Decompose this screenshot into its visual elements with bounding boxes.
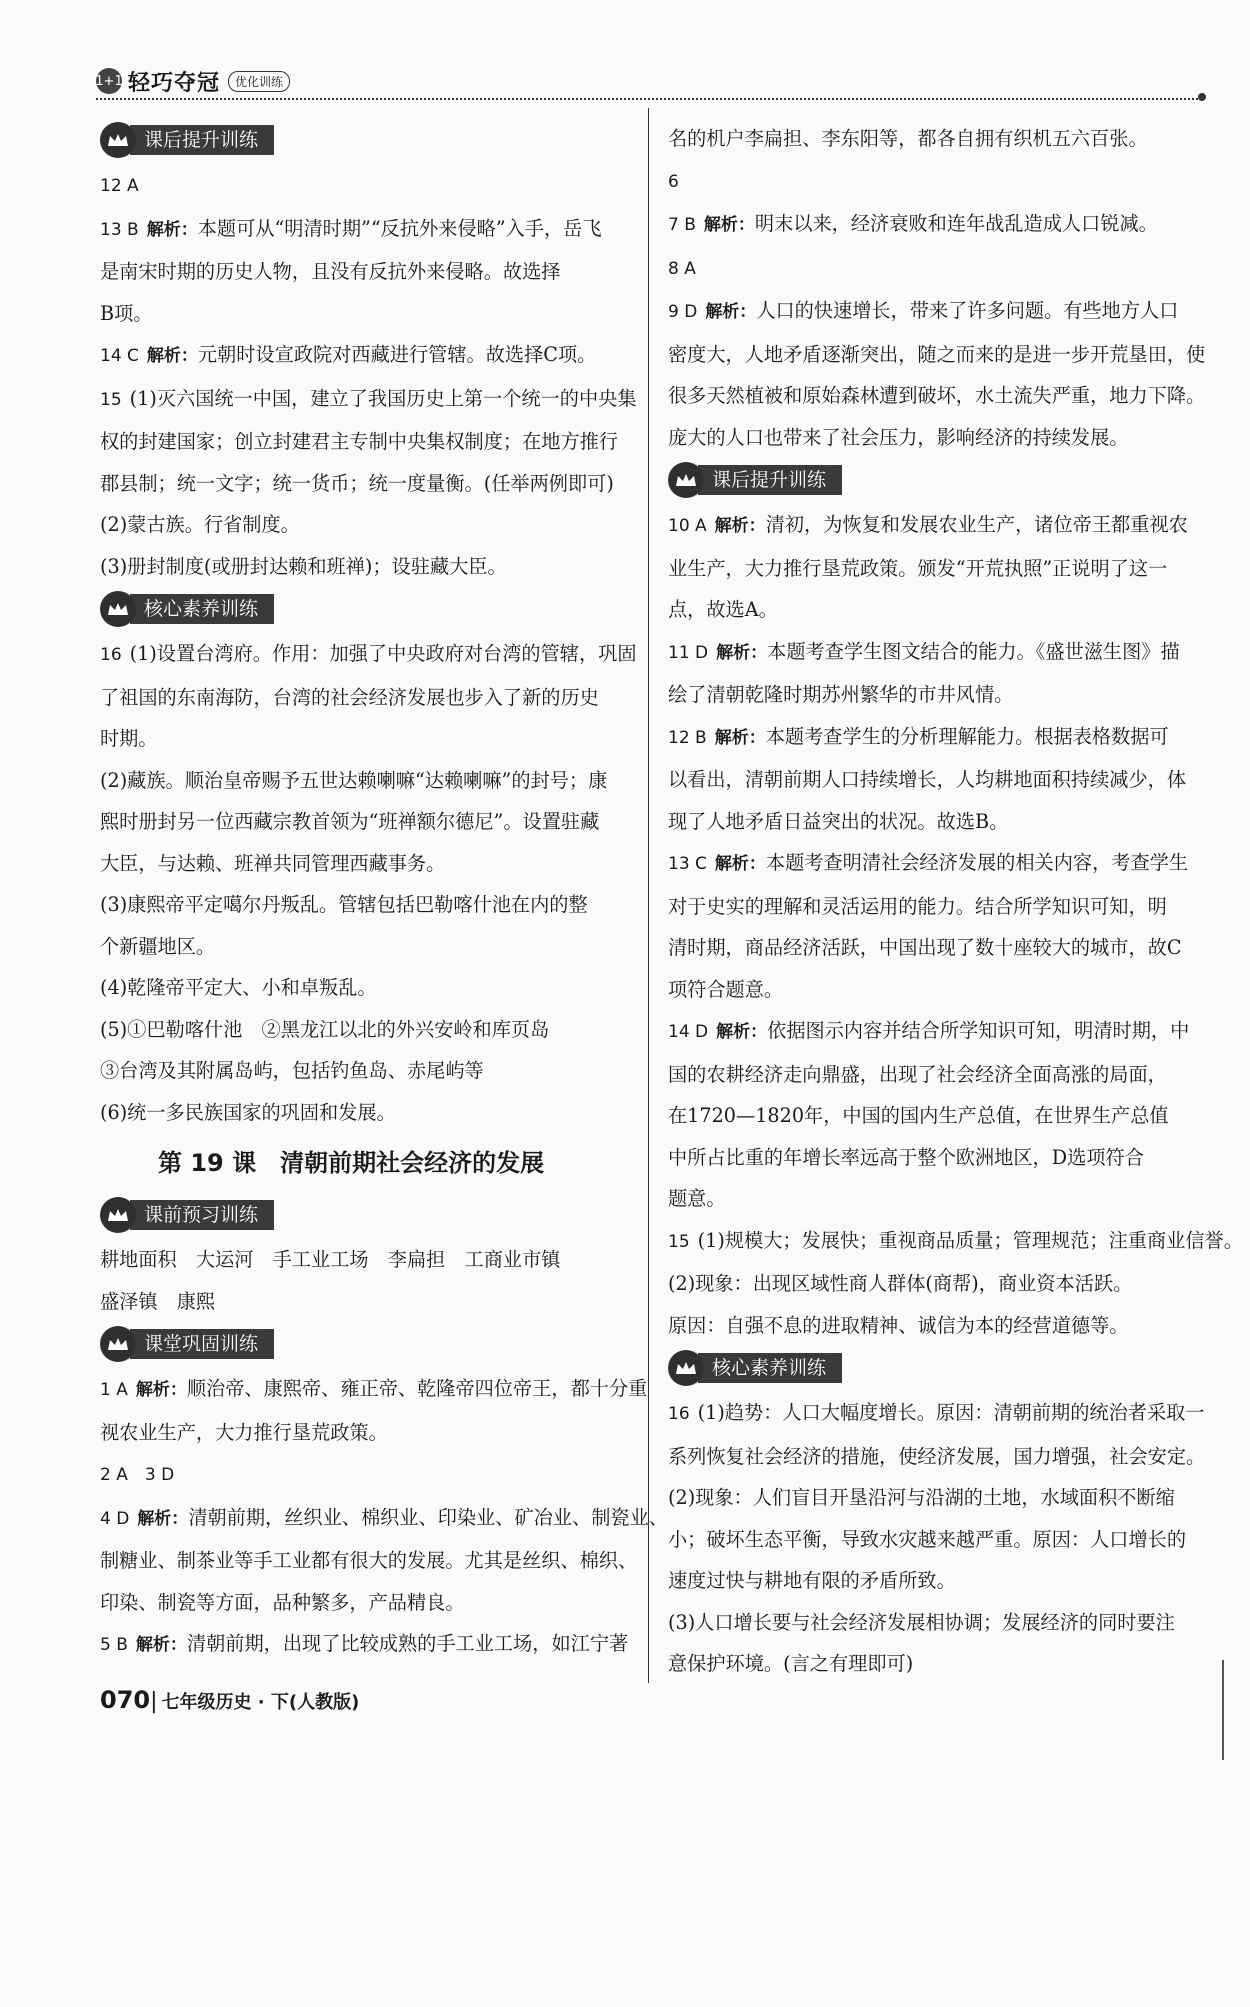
answer-16-cont: 大臣，与达赖、班禅共同管理西藏事务。	[100, 851, 446, 875]
analysis-label: 解析：	[716, 642, 768, 663]
keywords-line: 耕地面积 大运河 手工业工场 李扁担 工商业市镇	[100, 1248, 561, 1271]
answer-14-cont: 中所占比重的年增长率远高于整个欧洲地区，D选项符合	[668, 1145, 1144, 1169]
header-rule-dot	[1198, 93, 1206, 101]
answer-8: 8 A	[668, 258, 696, 279]
answer-13: 13 C 解析：本题考查明清社会经济发展的相关内容，考查学生	[668, 851, 1189, 874]
answer-13-cont: B项。	[100, 301, 153, 325]
answer-13-cont: 对于史实的理解和灵活运用的能力。结合所学知识可知，明	[668, 894, 1167, 918]
analysis-label: 解析：	[135, 1635, 187, 1655]
answer-2-3: 2 A 3 D	[100, 1465, 175, 1485]
answer-13-cont: 是南宋时期的历史人物，且没有反抗外来侵略。故选择	[100, 260, 561, 283]
answer-13-cont: 清时期，商品经济活跃，中国出现了数十座较大的城市，故C	[668, 936, 1182, 959]
left-column	[100, 118, 668, 1667]
answer-16-cont: (3)人口增长要与社会经济发展相协调；发展经济的同时要注	[668, 1610, 1175, 1634]
answer-16: 16 (1)设置台湾府。作用：加强了中央政府对台湾的管辖，巩固	[100, 642, 637, 665]
crown-icon	[668, 462, 704, 498]
answer-15-cont: (3)册封制度(或册封达赖和班禅)；设驻藏大臣。	[100, 554, 507, 578]
answer-15: 15 (1)灭六国统一中国，建立了我国历史上第一个统一的中央集	[100, 386, 637, 410]
answer-9: 9 D 解析：人口的快速增长，带来了许多问题。有些地方人口	[668, 299, 1179, 322]
analysis-label: 解析：	[716, 1022, 768, 1042]
answer-16-cont: 熙时册封另一位西藏宗教首领为“班禅额尔德尼”。设置驻藏	[100, 810, 600, 833]
section-badge-after-class	[100, 122, 630, 158]
answer-16-cont: 意保护环境。(言之有理即可)	[668, 1652, 914, 1675]
analysis-label: 解析：	[146, 219, 198, 240]
answer-15-cont: (2)现象：出现区域性商人群体(商帮)，商业资本活跃。	[668, 1272, 1133, 1295]
answer-14: 14 D 解析：依据图示内容并结合所学知识可知，明清时期，中	[668, 1019, 1190, 1042]
section-badge-after-class	[668, 462, 1204, 498]
section-badge-preview	[100, 1197, 630, 1233]
column-divider	[648, 108, 649, 1683]
answer-4-cont: 制糖业、制茶业等手工业都有很大的发展。尤其是丝织、棉织、	[100, 1549, 638, 1572]
header-rule	[96, 98, 1202, 100]
section-title: 课前预习训练	[130, 1200, 274, 1230]
lesson-title: 第 19 课 清朝前期社会经济的发展	[158, 1149, 545, 1177]
crown-icon	[100, 1326, 136, 1362]
section-badge-classroom	[100, 1326, 630, 1362]
brand-logo	[96, 64, 290, 98]
page-header	[96, 64, 1202, 104]
answer-16: 16 (1)趋势：人口大幅度增长。原因：清朝前期的统治者采取一	[668, 1401, 1205, 1424]
answer-14-cont: 题意。	[668, 1187, 726, 1210]
analysis-label: 解析：	[714, 516, 766, 536]
answer-10-cont: 业生产，大力推行垦荒政策。颁发“开荒执照”正说明了这一	[668, 556, 1168, 580]
answer-14-cont: 在1720—1820年，中国的国内生产总值，在世界生产总值	[668, 1104, 1169, 1127]
answer-16-cont: (4)乾隆帝平定大、小和卓叛乱。	[100, 976, 377, 999]
answer-4: 4 D 解析：清朝前期，丝织业、棉织业、印染业、矿冶业、制瓷业、	[100, 1505, 668, 1529]
answer-16-cont: (3)康熙帝平定噶尔丹叛乱。管辖包括巴勒喀什池在内的整	[100, 893, 588, 916]
answer-14: 14 C 解析：元朝时设宣政院对西藏进行管辖。故选择C项。	[100, 343, 597, 366]
answer-16-cont: 小；破坏生态平衡，导致水灾越来越严重。原因：人口增长的	[668, 1527, 1187, 1551]
answer-12: 12 B 解析：本题考查学生的分析理解能力。根据表格数据可	[668, 724, 1169, 748]
crown-icon	[100, 591, 136, 627]
analysis-label: 解析：	[137, 1508, 189, 1529]
answer-16-cont: 速度过快与耕地有限的矛盾所致。	[668, 1569, 956, 1592]
answer-7: 7 B 解析：明末以来，经济衰败和连年战乱造成人口锐减。	[668, 212, 1158, 235]
section-title: 课堂巩固训练	[130, 1329, 274, 1359]
analysis-label: 解析：	[714, 854, 766, 874]
brand-title: 轻巧夺冠	[128, 70, 221, 96]
answer-16-cont: (5)①巴勒喀什池 ②黑龙江以北的外兴安岭和库页岛	[100, 1017, 550, 1041]
brand-subtitle: 优化训练	[228, 71, 290, 92]
answer-16-cont: 个新疆地区。	[100, 934, 216, 958]
answer-12-cont: 现了人地矛盾日益突出的状况。故选B。	[668, 809, 1009, 833]
answer-10-cont: 点，故选A。	[668, 598, 778, 621]
answer-5-cont: 名的机户李扁担、李东阳等，都各自拥有织机五六百张。	[668, 127, 1148, 150]
answer-13-cont: 项符合题意。	[668, 977, 784, 1001]
answer-1: 1 A 解析：顺治帝、康熙帝、雍正帝、乾隆帝四位帝王，都十分重	[100, 1377, 648, 1400]
answer-16-cont: (6)统一多民族国家的巩固和发展。	[100, 1100, 396, 1124]
answer-9-cont: 密度大，人地矛盾逐渐突出，随之而来的是进一步开荒垦田，使	[668, 342, 1206, 366]
section-title: 课后提升训练	[698, 465, 842, 495]
answer-15-cont: 权的封建国家；创立封建君主专制中央集权制度；在地方推行	[100, 430, 619, 453]
answer-9-cont: 庞大的人口也带来了社会压力，影响经济的持续发展。	[668, 425, 1129, 449]
section-badge-core	[668, 1350, 1204, 1386]
answer-15-cont: (2)蒙古族。行省制度。	[100, 513, 300, 536]
answer-12-cont: 以看出，清朝前期人口持续增长，人均耕地面积持续减少，体	[668, 768, 1187, 791]
crown-icon	[100, 1197, 136, 1233]
page-number: 070	[100, 1686, 151, 1714]
right-column	[668, 118, 1243, 1685]
answer-13: 13 B 解析：本题可从“明清时期”“反抗外来侵略”入手，岳飞	[100, 216, 602, 240]
crown-icon	[668, 1350, 704, 1386]
answer-14-cont: 国的农耕经济走向鼎盛，出现了社会经济全面高涨的局面，	[668, 1062, 1167, 1086]
answer-15-cont: 原因：自强不息的进取精神、诚信为本的经营道德等。	[668, 1313, 1129, 1337]
book-title: 七年级历史 · 下(人教版)	[161, 1692, 360, 1713]
answer-16-cont: 系列恢复社会经济的措施，使经济发展，国力增强，社会安定。	[668, 1444, 1206, 1468]
analysis-label: 解析：	[714, 727, 766, 748]
answer-1-cont: 视农业生产，大力推行垦荒政策。	[100, 1420, 388, 1444]
logo-mark: 1+1	[96, 68, 122, 94]
keywords-line: 盛泽镇 康熙	[100, 1289, 216, 1313]
section-title: 核心素养训练	[130, 594, 274, 624]
answer-10: 10 A 解析：清初，为恢复和发展农业生产，诸位帝王都重视农	[668, 513, 1188, 536]
page-footer: 070| 七年级历史 · 下(人教版)	[100, 1686, 360, 1714]
answer-16-cont: (2)现象：人们盲目开垦沿河与沿湖的土地，水域面积不断缩	[668, 1486, 1175, 1509]
answer-12: 12 A	[100, 176, 139, 196]
answer-4-cont: 印染、制瓷等方面，品种繁多，产品精良。	[100, 1590, 465, 1614]
section-title: 课后提升训练	[130, 125, 274, 155]
answer-15-cont: 郡县制；统一文字；统一货币；统一度量衡。(任举两例即可)	[100, 471, 614, 495]
answer-5: 5 B 解析：清朝前期，出现了比较成熟的手工业工场，如江宁著	[100, 1632, 629, 1655]
answer-11: 11 D 解析：本题考查学生图文结合的能力。《盛世滋生图》描	[668, 639, 1180, 663]
analysis-label: 解析：	[146, 346, 198, 366]
answer-9-cont: 很多天然植被和原始森林遭到破坏，水土流失严重，地力下降。	[668, 384, 1206, 407]
analysis-label: 解析：	[705, 302, 757, 322]
answer-16-cont: (2)藏族。顺治皇帝赐予五世达赖喇嘛“达赖喇嘛”的封号；康	[100, 768, 608, 792]
edge-mark	[1222, 1660, 1224, 1760]
answer-16-cont: ③台湾及其附属岛屿，包括钓鱼岛、赤尾屿等	[100, 1059, 484, 1082]
answer-15: 15 (1)规模大；发展快；重视商品质量；管理规范；注重商业信誉。	[668, 1228, 1243, 1252]
answer-16-cont: 时期。	[100, 727, 158, 750]
section-badge-core	[100, 591, 630, 627]
section-title: 核心素养训练	[698, 1353, 842, 1383]
answer-16-cont: 了祖国的东南海防，台湾的社会经济发展也步入了新的历史	[100, 685, 599, 709]
analysis-label: 解析：	[135, 1380, 187, 1400]
answer-11-cont: 绘了清朝乾隆时期苏州繁华的市井风情。	[668, 683, 1014, 706]
crown-icon	[100, 122, 136, 158]
answer-6: 6	[668, 171, 679, 192]
analysis-label: 解析：	[703, 215, 755, 235]
